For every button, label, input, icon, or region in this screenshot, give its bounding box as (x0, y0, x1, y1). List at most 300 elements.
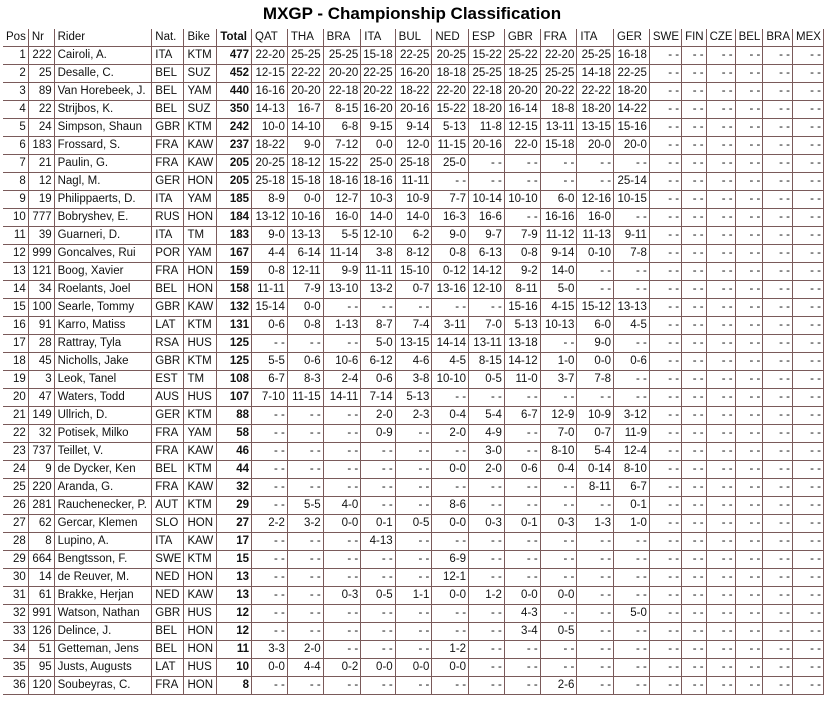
rider-cell: Delince, J. (55, 623, 153, 641)
race-result-cell: 22-20 (541, 47, 578, 65)
race-result-cell: - - (707, 65, 736, 83)
total-cell: 125 (217, 353, 252, 371)
race-result-cell: 5-4 (577, 443, 614, 461)
race-result-cell: 7-14 (361, 389, 395, 407)
race-result-cell: - - (763, 677, 793, 695)
race-result-cell: - - (650, 623, 682, 641)
pos-cell: 5 (3, 119, 29, 137)
race-result-cell: - - (288, 335, 324, 353)
race-result-cell: - - (707, 173, 736, 191)
race-result-cell: 12-4 (614, 443, 650, 461)
race-result-cell: 14-0 (541, 263, 578, 281)
race-result-cell: 9-14 (541, 245, 578, 263)
pos-cell: 19 (3, 371, 29, 389)
race-result-cell: 0-7 (577, 425, 614, 443)
nr-cell: 28 (29, 335, 55, 353)
race-result-cell: - - (736, 677, 764, 695)
race-result-cell: 9-7 (469, 227, 505, 245)
race-result-cell: 13-18 (505, 335, 541, 353)
rider-cell: Waters, Todd (55, 389, 153, 407)
nat-cell: GBR (152, 299, 184, 317)
race-result-cell: 2-0 (288, 641, 324, 659)
pos-cell: 16 (3, 317, 29, 335)
race-result-cell: - - (324, 335, 362, 353)
total-cell: 183 (217, 227, 252, 245)
race-result-cell: 4-6 (396, 353, 433, 371)
race-result-cell: - - (432, 389, 469, 407)
column-header: Bike (184, 29, 217, 47)
race-result-cell: - - (650, 479, 682, 497)
pos-cell: 31 (3, 587, 29, 605)
race-result-cell: 16-20 (361, 101, 395, 119)
race-result-cell: - - (707, 317, 736, 335)
race-result-cell: 2-3 (396, 407, 433, 425)
table-row (3, 407, 824, 425)
nr-cell: 39 (29, 227, 55, 245)
race-result-cell: 0-6 (288, 353, 324, 371)
race-result-cell: - - (577, 605, 614, 623)
race-result-cell: 5-5 (324, 227, 362, 245)
race-result-cell: 0-5 (541, 623, 578, 641)
race-result-cell: - - (577, 173, 614, 191)
race-result-cell: - - (650, 353, 682, 371)
race-result-cell: - - (682, 407, 707, 425)
race-result-cell: - - (614, 371, 650, 389)
nat-cell: BEL (152, 461, 184, 479)
nat-cell: RSA (152, 335, 184, 353)
race-result-cell: 8-3 (288, 371, 324, 389)
race-result-cell: - - (736, 173, 764, 191)
race-result-cell: 16-0 (577, 209, 614, 227)
rider-cell: Rauchenecker, P. (55, 497, 153, 515)
race-result-cell: - - (288, 443, 324, 461)
race-result-cell: 16-7 (288, 101, 324, 119)
column-header: MEX (793, 29, 824, 47)
race-result-cell: - - (432, 173, 469, 191)
race-result-cell: 5-4 (469, 407, 505, 425)
race-result-cell: - - (682, 371, 707, 389)
race-result-cell: 7-12 (324, 137, 362, 155)
total-cell: 159 (217, 263, 252, 281)
race-result-cell: 0-5 (469, 371, 505, 389)
table-row (3, 569, 824, 587)
table-row (3, 479, 824, 497)
rider-cell: de Reuver, M. (55, 569, 153, 587)
race-result-cell: - - (682, 299, 707, 317)
race-result-cell: - - (650, 209, 682, 227)
race-result-cell: - - (793, 623, 824, 641)
rider-cell: Leok, Tanel (55, 371, 153, 389)
race-result-cell: - - (324, 299, 362, 317)
race-result-cell: - - (361, 497, 395, 515)
nr-cell: 32 (29, 425, 55, 443)
column-header: Nat. (152, 29, 184, 47)
column-header: GBR (505, 29, 541, 47)
total-cell: 13 (217, 569, 252, 587)
race-result-cell: 11-11 (396, 173, 433, 191)
race-result-cell: 14-22 (614, 101, 650, 119)
race-result-cell: - - (650, 101, 682, 119)
race-result-cell: - - (650, 281, 682, 299)
race-result-cell: 22-22 (288, 65, 324, 83)
race-result-cell: - - (682, 443, 707, 461)
race-result-cell: 6-0 (541, 191, 578, 209)
race-result-cell: - - (252, 587, 288, 605)
race-result-cell: - - (469, 659, 505, 677)
race-result-cell: 18-8 (541, 101, 578, 119)
race-result-cell: - - (763, 209, 793, 227)
race-result-cell: - - (736, 101, 764, 119)
bike-cell: YAM (184, 245, 217, 263)
bike-cell: HON (184, 569, 217, 587)
total-cell: 158 (217, 281, 252, 299)
race-result-cell: 18-22 (252, 137, 288, 155)
race-result-cell: 14-12 (505, 353, 541, 371)
race-result-cell: 25-0 (432, 155, 469, 173)
race-result-cell: - - (707, 371, 736, 389)
race-result-cell: 8-9 (252, 191, 288, 209)
race-result-cell: - - (577, 641, 614, 659)
race-result-cell: - - (650, 47, 682, 65)
race-result-cell: - - (682, 515, 707, 533)
race-result-cell: - - (614, 155, 650, 173)
race-result-cell: 0-6 (614, 353, 650, 371)
race-result-cell: - - (252, 497, 288, 515)
race-result-cell: 16-6 (469, 209, 505, 227)
race-result-cell: 4-15 (541, 299, 578, 317)
race-result-cell: 22-20 (432, 83, 469, 101)
race-result-cell: 25-18 (252, 173, 288, 191)
bike-cell: HUS (184, 389, 217, 407)
race-result-cell: - - (707, 101, 736, 119)
race-result-cell: - - (736, 263, 764, 281)
race-result-cell: - - (682, 47, 707, 65)
race-result-cell: - - (682, 335, 707, 353)
race-result-cell: - - (361, 623, 395, 641)
nr-cell: 777 (29, 209, 55, 227)
race-result-cell: - - (682, 533, 707, 551)
race-result-cell: - - (541, 569, 578, 587)
race-result-cell: - - (736, 209, 764, 227)
race-result-cell: - - (736, 641, 764, 659)
race-result-cell: - - (650, 65, 682, 83)
race-result-cell: 20-22 (541, 83, 578, 101)
race-result-cell: - - (252, 605, 288, 623)
race-result-cell: - - (763, 173, 793, 191)
race-result-cell: - - (707, 479, 736, 497)
race-result-cell: 0-0 (288, 299, 324, 317)
race-result-cell: - - (793, 443, 824, 461)
race-result-cell: 1-2 (469, 587, 505, 605)
nat-cell: BEL (152, 83, 184, 101)
race-result-cell: 0-6 (505, 461, 541, 479)
nat-cell: ITA (152, 227, 184, 245)
race-result-cell: 13-15 (396, 335, 433, 353)
race-result-cell: - - (763, 353, 793, 371)
race-result-cell: 11-8 (469, 119, 505, 137)
race-result-cell: - - (252, 533, 288, 551)
total-cell: 88 (217, 407, 252, 425)
race-result-cell: - - (650, 641, 682, 659)
race-result-cell: - - (682, 155, 707, 173)
race-result-cell: - - (324, 569, 362, 587)
nat-cell: ITA (152, 191, 184, 209)
race-result-cell: - - (252, 551, 288, 569)
race-result-cell: 18-16 (324, 173, 362, 191)
race-result-cell: - - (577, 659, 614, 677)
race-result-cell: - - (793, 425, 824, 443)
total-cell: 17 (217, 533, 252, 551)
race-result-cell: - - (763, 551, 793, 569)
race-result-cell: 14-0 (361, 209, 395, 227)
nat-cell: FRA (152, 677, 184, 695)
bike-cell: SUZ (184, 65, 217, 83)
race-result-cell: - - (469, 533, 505, 551)
race-result-cell: 13-11 (469, 335, 505, 353)
race-result-cell: - - (736, 353, 764, 371)
race-result-cell: 5-0 (541, 281, 578, 299)
nr-cell: 991 (29, 605, 55, 623)
pos-cell: 35 (3, 659, 29, 677)
race-result-cell: - - (469, 551, 505, 569)
race-result-cell: 25-0 (361, 155, 395, 173)
nr-cell: 222 (29, 47, 55, 65)
total-cell: 452 (217, 65, 252, 83)
race-result-cell: 4-4 (288, 659, 324, 677)
race-result-cell: 11-9 (614, 425, 650, 443)
pos-cell: 7 (3, 155, 29, 173)
race-result-cell: - - (505, 659, 541, 677)
rider-cell: Roelants, Joel (55, 281, 153, 299)
nat-cell: FRA (152, 443, 184, 461)
race-result-cell: 6-13 (469, 245, 505, 263)
bike-cell: KAW (184, 299, 217, 317)
race-result-cell: 0-8 (288, 317, 324, 335)
race-result-cell: 14-10 (288, 119, 324, 137)
nat-cell: ITA (152, 533, 184, 551)
race-result-cell: - - (577, 623, 614, 641)
race-result-cell: 1-3 (577, 515, 614, 533)
race-result-cell: - - (793, 299, 824, 317)
race-result-cell: - - (793, 569, 824, 587)
race-result-cell: - - (707, 245, 736, 263)
total-cell: 12 (217, 605, 252, 623)
bike-cell: YAM (184, 191, 217, 209)
race-result-cell: 7-0 (541, 425, 578, 443)
pos-cell: 26 (3, 497, 29, 515)
pos-cell: 17 (3, 335, 29, 353)
table-row (3, 245, 824, 263)
race-result-cell: - - (736, 497, 764, 515)
race-result-cell: 9-14 (396, 119, 433, 137)
race-result-cell: - - (793, 101, 824, 119)
race-result-cell: - - (541, 551, 578, 569)
nat-cell: GER (152, 407, 184, 425)
nat-cell: SLO (152, 515, 184, 533)
race-result-cell: - - (469, 677, 505, 695)
race-result-cell: - - (707, 299, 736, 317)
race-result-cell: - - (763, 623, 793, 641)
race-result-cell: 10-3 (361, 191, 395, 209)
rider-cell: Nagl, M. (55, 173, 153, 191)
race-result-cell: 8-12 (396, 245, 433, 263)
race-result-cell: - - (396, 551, 433, 569)
race-result-cell: - - (707, 335, 736, 353)
nr-cell: 8 (29, 533, 55, 551)
race-result-cell: 5-5 (252, 353, 288, 371)
race-result-cell: 3-4 (505, 623, 541, 641)
race-result-cell: 10-9 (577, 407, 614, 425)
race-result-cell: - - (650, 299, 682, 317)
race-result-cell: - - (577, 497, 614, 515)
race-result-cell: - - (361, 299, 395, 317)
race-result-cell: 1-1 (396, 587, 433, 605)
nat-cell: BEL (152, 281, 184, 299)
race-result-cell: 20-25 (252, 155, 288, 173)
nat-cell: FRA (152, 263, 184, 281)
race-result-cell: 7-4 (396, 317, 433, 335)
race-result-cell: - - (793, 245, 824, 263)
race-result-cell: - - (682, 65, 707, 83)
race-result-cell: 10-10 (505, 191, 541, 209)
race-result-cell: 6-8 (324, 119, 362, 137)
column-header: BUL (396, 29, 433, 47)
race-result-cell: - - (252, 623, 288, 641)
race-result-cell: - - (793, 641, 824, 659)
race-result-cell: - - (396, 461, 433, 479)
rider-cell: Frossard, S. (55, 137, 153, 155)
race-result-cell: 20-20 (505, 83, 541, 101)
total-cell: 184 (217, 209, 252, 227)
nr-cell: 34 (29, 281, 55, 299)
race-result-cell: 0-4 (432, 407, 469, 425)
race-result-cell: 0-3 (541, 515, 578, 533)
race-result-cell: - - (324, 551, 362, 569)
bike-cell: KTM (184, 47, 217, 65)
race-result-cell: - - (252, 407, 288, 425)
race-result-cell: - - (324, 533, 362, 551)
total-cell: 205 (217, 173, 252, 191)
race-result-cell: - - (288, 461, 324, 479)
race-result-cell: - - (707, 209, 736, 227)
race-result-cell: 5-0 (614, 605, 650, 623)
race-result-cell: - - (763, 515, 793, 533)
race-result-cell: - - (541, 497, 578, 515)
race-result-cell: - - (396, 623, 433, 641)
race-result-cell: - - (793, 587, 824, 605)
race-result-cell: 15-18 (361, 47, 395, 65)
race-result-cell: - - (505, 155, 541, 173)
nr-cell: 51 (29, 641, 55, 659)
race-result-cell: - - (577, 677, 614, 695)
race-result-cell: - - (682, 641, 707, 659)
nr-cell: 281 (29, 497, 55, 515)
rider-cell: Rattray, Tyla (55, 335, 153, 353)
race-result-cell: - - (793, 551, 824, 569)
race-result-cell: 12-10 (469, 281, 505, 299)
race-result-cell: 18-16 (361, 173, 395, 191)
nat-cell: BEL (152, 623, 184, 641)
race-result-cell: - - (541, 335, 578, 353)
table-row (3, 425, 824, 443)
race-result-cell: - - (650, 425, 682, 443)
race-result-cell: - - (793, 533, 824, 551)
race-result-cell: - - (707, 353, 736, 371)
race-result-cell: - - (682, 587, 707, 605)
race-result-cell: - - (793, 173, 824, 191)
race-result-cell: - - (707, 659, 736, 677)
pos-cell: 34 (3, 641, 29, 659)
race-result-cell: 9-0 (577, 335, 614, 353)
race-result-cell: - - (614, 389, 650, 407)
nr-cell: 89 (29, 83, 55, 101)
bike-cell: TM (184, 227, 217, 245)
race-result-cell: 0-1 (361, 515, 395, 533)
pos-cell: 25 (3, 479, 29, 497)
rider-cell: Strijbos, K. (55, 101, 153, 119)
race-result-cell: - - (505, 569, 541, 587)
race-result-cell: - - (577, 281, 614, 299)
race-result-cell: 22-18 (469, 83, 505, 101)
race-result-cell: 3-7 (541, 371, 578, 389)
bike-cell: KAW (184, 587, 217, 605)
nat-cell: SWE (152, 551, 184, 569)
race-result-cell: - - (614, 569, 650, 587)
race-result-cell: - - (505, 641, 541, 659)
race-result-cell: - - (650, 173, 682, 191)
race-result-cell: 6-7 (505, 407, 541, 425)
race-result-cell: 9-9 (324, 263, 362, 281)
race-result-cell: 9-0 (252, 227, 288, 245)
race-result-cell: 16-16 (252, 83, 288, 101)
total-cell: 440 (217, 83, 252, 101)
race-result-cell: - - (432, 443, 469, 461)
race-result-cell: 12-16 (577, 191, 614, 209)
race-result-cell: 0-0 (432, 587, 469, 605)
race-result-cell: 0-0 (324, 515, 362, 533)
race-result-cell: - - (541, 155, 578, 173)
race-result-cell: - - (505, 533, 541, 551)
race-result-cell: - - (763, 389, 793, 407)
total-cell: 131 (217, 317, 252, 335)
column-header: Rider (55, 29, 153, 47)
total-cell: 350 (217, 101, 252, 119)
table-row (3, 371, 824, 389)
race-result-cell: 0-6 (252, 317, 288, 335)
race-result-cell: - - (432, 533, 469, 551)
race-result-cell: - - (396, 443, 433, 461)
pos-cell: 27 (3, 515, 29, 533)
race-result-cell: - - (432, 677, 469, 695)
nat-cell: BEL (152, 641, 184, 659)
race-result-cell: 10-15 (614, 191, 650, 209)
race-result-cell: 22-0 (505, 137, 541, 155)
race-result-cell: - - (707, 623, 736, 641)
table-row (3, 83, 824, 101)
race-result-cell: 0-5 (361, 587, 395, 605)
nat-cell: GBR (152, 605, 184, 623)
race-result-cell: 11-15 (432, 137, 469, 155)
race-result-cell: - - (793, 335, 824, 353)
race-result-cell: - - (763, 569, 793, 587)
race-result-cell: 12-15 (252, 65, 288, 83)
race-result-cell: - - (707, 425, 736, 443)
total-cell: 11 (217, 641, 252, 659)
table-header-row (3, 29, 824, 47)
race-result-cell: - - (682, 479, 707, 497)
total-cell: 125 (217, 335, 252, 353)
race-result-cell: 0-10 (577, 245, 614, 263)
